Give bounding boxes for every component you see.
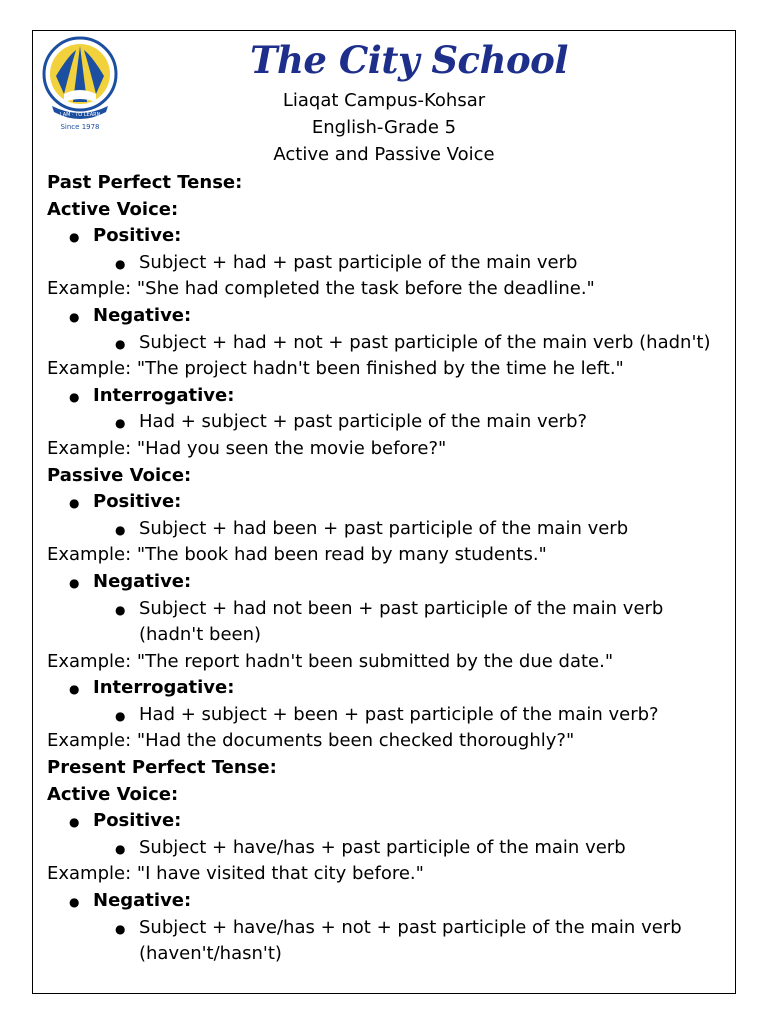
- bullet-icon: ●: [115, 921, 126, 936]
- rule-item-continuation: (hadn't been): [139, 624, 262, 646]
- bullet-icon: ●: [69, 575, 80, 590]
- example-text: Example: "Had you seen the movie before?": [47, 437, 447, 459]
- rule-item: ● Subject + had been + past participle of the main verb: [47, 516, 727, 543]
- voice-heading: Active Voice:: [47, 783, 179, 805]
- rule-item: ● Had + subject + past participle of the main verb?: [47, 409, 727, 436]
- bullet-icon: ●: [115, 256, 126, 271]
- rule-item: ● Subject + had + past participle of the main verb: [47, 250, 727, 277]
- bullet-icon: ●: [115, 841, 126, 856]
- notes-content: [47, 170, 727, 968]
- bullet-icon: ●: [115, 336, 126, 351]
- list-item: ● Negative:: [47, 303, 727, 330]
- topic-title: Active and Passive Voice: [273, 144, 495, 165]
- list-item: ● Negative:: [47, 888, 727, 915]
- bullet-icon: ●: [69, 389, 80, 404]
- grade-label: English-Grade 5: [311, 117, 457, 138]
- voice-heading: Passive Voice:: [47, 464, 192, 486]
- rule-item: ● Subject + have/has + not + past participle of the main verb: [47, 915, 727, 942]
- section-heading: Present Perfect Tense:: [47, 757, 277, 779]
- logo-motto: I AM · TO LEARN: [59, 112, 101, 118]
- example-text: Example: "She had completed the task before the deadline.": [47, 278, 595, 300]
- list-item: ● Negative:: [47, 569, 727, 596]
- bullet-icon: ●: [115, 708, 126, 723]
- bullet-icon: ●: [115, 522, 126, 537]
- list-item: ● Positive:: [47, 808, 727, 835]
- rule-item: ● Subject + have/has + past participle of the main verb: [47, 835, 727, 862]
- section-heading: Past Perfect Tense:: [47, 172, 243, 193]
- bullet-icon: ●: [69, 309, 80, 324]
- bullet-icon: ●: [69, 230, 80, 245]
- rule-item: ● Subject + had + not + past participle of the main verb (hadn't): [47, 330, 727, 357]
- rule-item: ● Had + subject + been + past participle of the main verb?: [47, 702, 727, 729]
- bullet-icon: ●: [69, 895, 80, 910]
- school-logo: [40, 36, 122, 132]
- example-text: Example: "I have visited that city before.": [47, 863, 424, 885]
- example-text: Example: "The book had been read by many students.": [47, 544, 547, 566]
- example-text: Example: "Had the documents been checked thoroughly?": [47, 730, 575, 752]
- school-name: The City School: [250, 38, 568, 82]
- list-item: ● Positive:: [47, 223, 727, 250]
- bullet-icon: ●: [69, 682, 80, 697]
- logo-since: Since 1978: [60, 123, 100, 131]
- list-item: ● Positive:: [47, 489, 727, 516]
- rule-item-continuation: (haven't/hasn't): [139, 943, 282, 965]
- rule-item: ● Subject + had not been + past participle of the main verb: [47, 596, 727, 623]
- bullet-icon: ●: [69, 496, 80, 511]
- example-text: Example: "The report hadn't been submitted by the due date.": [47, 650, 614, 672]
- list-item: ● Interrogative:: [47, 675, 727, 702]
- bullet-icon: ●: [69, 815, 80, 830]
- campus-name: Liaqat Campus-Kohsar: [282, 90, 486, 111]
- list-item: ● Interrogative:: [47, 383, 727, 410]
- voice-heading: Active Voice:: [47, 198, 179, 220]
- example-text: Example: "The project hadn't been finished by the time he left.": [47, 358, 624, 380]
- bullet-icon: ●: [115, 602, 126, 617]
- bullet-icon: ●: [115, 416, 126, 431]
